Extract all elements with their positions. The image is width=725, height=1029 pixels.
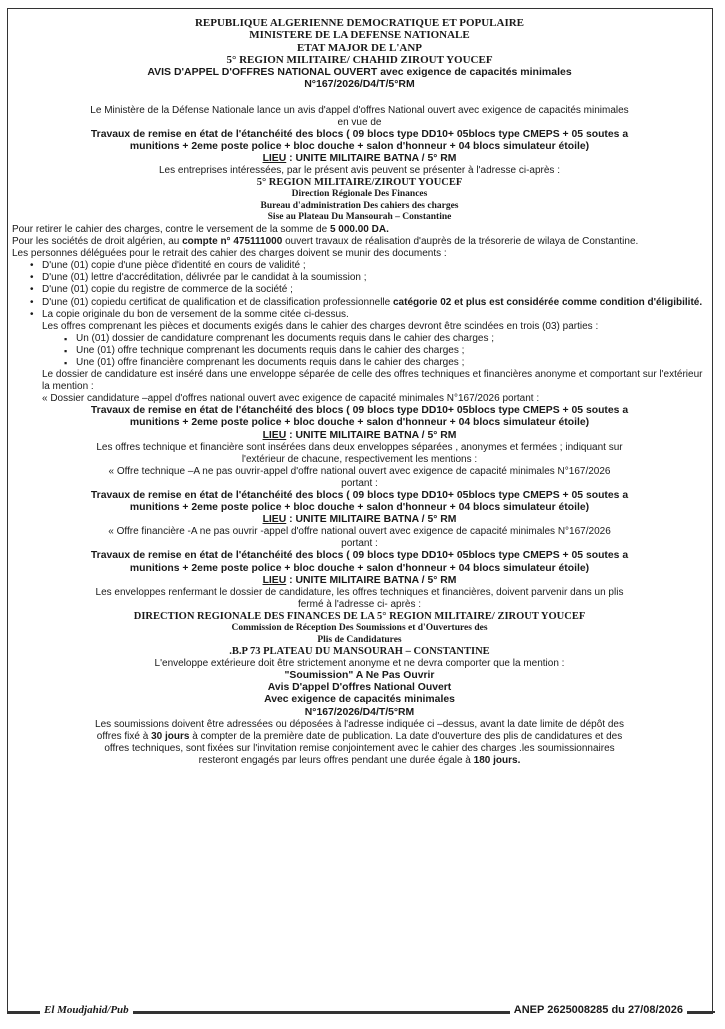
address-region: 5° REGION MILITAIRE/ZIROUT YOUCEF [256, 177, 463, 189]
address-bureau: Bureau d'administration Des cahiers des charges [260, 200, 459, 211]
works-line-2: munitions + 2eme poste police + bloc douche + salon d'honneur + 04 blocs simulateur étoile) [129, 141, 590, 153]
header-republic: REPUBLIQUE ALGERIENNE DEMOCRATIQUE ET POPULAIRE [194, 17, 525, 29]
lieu-value: : UNITE MILITAIRE BATNA / 5° RM [286, 514, 457, 526]
address-sise: Sise au Plateau Du Mansourah – Constantine [267, 212, 452, 223]
account-text-1: Pour les sociétés de droit algérien, au [12, 236, 183, 248]
final-paragraph-2 [12, 731, 707, 743]
account-number: compte n° 475111000 [182, 236, 283, 248]
candidature-paragraph: Le dossier de candidature est inséré dans une enveloppe séparée de celle des offres techniques et financières anonyme et comportant sur l'extérieur la mention : [42, 369, 703, 393]
notice-title: AVIS D'APPEL D'OFFRES NATIONAL OUVERT avec exigence de capacités minimales [147, 66, 572, 79]
offers-envelopes-paragraph: Les offres technique et financière sont insérées dans deux enveloppes séparées , anonymes et fermées ; indiquant sur [96, 441, 623, 453]
works-line-1: Travaux de remise en état de l'étanchéité des blocs ( 09 blocs type DD10+ 05blocs type CMEPS + 05 soutes a [90, 550, 629, 562]
header-etat-major: ETAT MAJOR DE L'ANP [297, 41, 422, 54]
category-condition: catégorie 02 et plus est considérée comme condition d'éligibilité. [393, 296, 703, 308]
works-line-2: munitions + 2eme poste police + bloc douche + salon d'honneur + 04 blocs simulateur étoile) [129, 562, 590, 574]
list-item: ▪ Un (01) dossier de candidature comprenant les documents requis dans le cahier des charges ; [12, 333, 707, 345]
offers-envelopes-paragraph-2: l'extérieur de chacune, respectivement les mentions : [241, 453, 478, 465]
lieu-value: : UNITE MILITAIRE BATNA / 5° RM [286, 153, 457, 165]
footer-publication: El Moudjahid/Pub [40, 1004, 133, 1016]
notice-number: N°167/2026/D4/T/5°RM [304, 78, 415, 91]
outer-envelope-paragraph: L'enveloppe extérieure doit être strictement anonyme et ne devra comporter que la mention : [154, 658, 565, 670]
account-text-2: ouvert travaux de réalisation d'auprès de la trésorerie de wilaya de Constantine. [282, 236, 639, 248]
footer [0, 1002, 725, 1022]
list-item: • D'une (01) lettre d'accréditation, délivrée par le candidat à la soumission ; [12, 272, 707, 284]
list-item: • La copie originale du bon de versement de la somme citée ci-dessus. [12, 309, 707, 321]
delegates-paragraph: Les personnes déléguées pour le retrait des cahier des charges doivent se munir des documents : [12, 248, 447, 260]
header-ministry: MINISTERE DE LA DEFENSE NATIONALE [249, 29, 470, 42]
mention-soumission: "Soumission" A Ne Pas Ouvrir [284, 670, 435, 682]
documents-list [12, 260, 707, 320]
validity-days: 180 jours. [473, 754, 521, 766]
lieu-value: : UNITE MILITAIRE BATNA / 5° RM [286, 429, 457, 441]
candidature-mention: « Dossier candidature –appel d'offres national ouvert avec exigence de capacité minimales N°167/2026 portant : [42, 393, 540, 405]
validity-text: resteront engagés par leurs offres pendant une durée égale à [198, 754, 474, 766]
footer-anep-reference: ANEP 2625008285 du 27/08/2026 [510, 1004, 687, 1016]
address-direction: Direction Régionale Des Finances [291, 189, 428, 200]
works-line-1: Travaux de remise en état de l'étanchéité des blocs ( 09 blocs type DD10+ 05blocs type CMEPS + 05 soutes a [90, 128, 629, 140]
entreprises-paragraph: Les entreprises intéressées, par le présent avis peuvent se présenter à l'adresse ci-après : [158, 165, 560, 177]
reception-commission: Commission de Réception Des Soumissions et d'Ouvertures des [231, 623, 488, 634]
financial-offer-mention: « Offre financière -A ne pas ouvrir -appel d'offre national ouvert avec exigence de capacité minimales N°167/2026 [108, 526, 611, 538]
lieu-label: LIEU [262, 153, 287, 165]
mention-avis: Avis D'appel D'offres National Ouvert [267, 682, 452, 694]
works-line-2: munitions + 2eme poste police + bloc douche + salon d'honneur + 04 blocs simulateur étoile) [129, 417, 590, 429]
final-paragraph-4 [12, 755, 707, 767]
header-region: 5° REGION MILITAIRE/ CHAHID ZIROUT YOUCEF [226, 53, 493, 66]
mention-number: N°167/2026/D4/T/5°RM [304, 706, 415, 718]
intro-en-vue: en vue de [337, 116, 382, 128]
envelopes-delivery-paragraph-2: fermé à l'adresse ci- après : [297, 598, 422, 610]
reception-address: .B.P 73 PLATEAU DU MANSOURAH – CONSTANTINE [229, 646, 490, 658]
price-amount: 5 000.00 DA. [329, 223, 389, 235]
lieu-label: LIEU [262, 574, 287, 586]
list-item: • D'une (01) copie d'une pièce d'identité en cours de validité ; [12, 260, 707, 272]
list-item: ▪ Une (01) offre technique comprenant les documents requis dans le cahier des charges ; [12, 345, 707, 357]
final-paragraph-1: Les soumissions doivent être adressées ou déposées à l'adresse indiquée ci –dessus, avant la date limite de dépôt des [95, 718, 624, 730]
financial-offer-portant: portant : [341, 538, 378, 550]
lieu-line [12, 153, 707, 165]
mention-capacites: Avec exigence de capacités minimales [264, 694, 455, 706]
price-text: Pour retirer le cahier des charges, contre le versement de la somme de [12, 223, 330, 235]
technical-offer-mention: « Offre technique –A ne pas ouvrir-appel d'offre national ouvert avec exigence de capacité minimales N°167/2026 [108, 465, 611, 477]
notice-body [12, 17, 707, 767]
lieu-label: LIEU [262, 429, 287, 441]
lieu-line [12, 514, 707, 526]
envelopes-delivery-paragraph: Les enveloppes renfermant le dossier de candidature, les offres techniques et financières, doivent parvenir dans un plis [95, 586, 624, 598]
list-item [12, 297, 707, 309]
final-paragraph-3: offres techniques, sont fixées sur l'invitation remise conjointement avec le cahier des charges .les soumissionnaires [104, 742, 615, 754]
list-item: • D'une (01) copie du registre de commerce de la société ; [12, 284, 707, 296]
account-paragraph [12, 236, 707, 248]
reception-plis: Plis de Candidatures [317, 634, 402, 645]
deadline-days: 30 jours [151, 730, 190, 742]
intro-paragraph: Le Ministère de la Défense Nationale lance un avis d'appel d'offres National ouvert avec exigence de capacités minimales [90, 104, 629, 116]
technical-offer-portant: portant : [341, 477, 378, 489]
offer-parts-list [12, 333, 707, 369]
works-line-1: Travaux de remise en état de l'étanchéité des blocs ( 09 blocs type DD10+ 05blocs type CMEPS + 05 soutes a [90, 490, 629, 501]
deadline-text-2: à compter de la première date de publication. La date d'ouverture des plis de candidatures et des [189, 730, 623, 742]
lieu-line [12, 575, 707, 587]
list-item: ▪ Une (01) offre financière comprenant les documents requis dans le cahier des charges ; [12, 357, 707, 369]
reception-direction: DIRECTION REGIONALE DES FINANCES DE LA 5° REGION MILITAIRE/ ZIROUT YOUCEF [133, 610, 586, 622]
price-paragraph [12, 224, 707, 236]
certificate-text: D'une (01) copiedu certificat de qualification et de classification professionnelle [42, 296, 393, 308]
works-line-1: Travaux de remise en état de l'étanchéité des blocs ( 09 blocs type DD10+ 05blocs type CMEPS + 05 soutes a [90, 405, 629, 417]
lieu-label: LIEU [262, 514, 287, 526]
lieu-line [12, 430, 707, 442]
lieu-value: : UNITE MILITAIRE BATNA / 5° RM [286, 574, 457, 586]
deadline-text-1: offres fixé à [96, 730, 152, 742]
notice-frame [7, 8, 713, 1014]
offers-paragraph: Les offres comprenant les pièces et documents exigés dans le cahier des charges devront être scindées en trois (03) parties : [42, 320, 599, 332]
works-line-2: munitions + 2eme poste police + bloc douche + salon d'honneur + 04 blocs simulateur étoile) [129, 502, 590, 514]
